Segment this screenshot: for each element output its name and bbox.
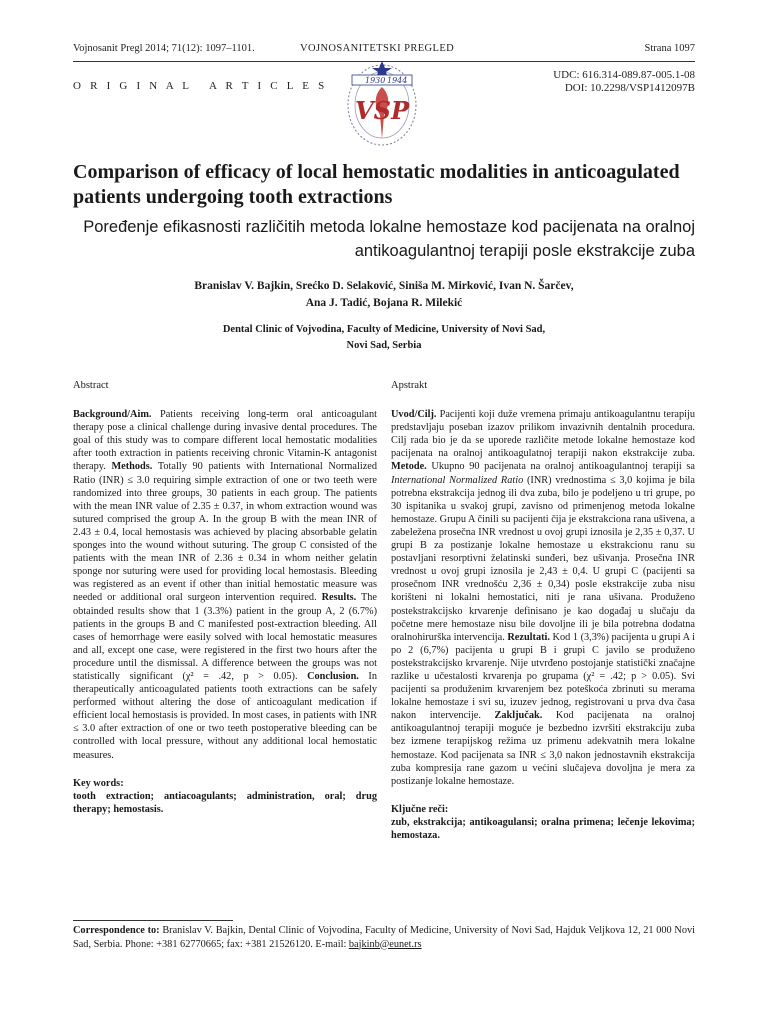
apstrakt-heading: Apstrakt — [391, 380, 428, 391]
logo-year-right: 1944 — [387, 76, 408, 85]
kljucne-reci-title: Ključne reči: — [391, 803, 449, 815]
title-serbian: Poređenje efikasnosti različitih metoda lokalne hemostaze kod pacijenata na oralnoj antikoagulantnoj terapiji posle ekstrakcije zuba — [83, 218, 695, 260]
authors-line-2: Ana J. Tadić, Bojana R. Milekić — [305, 297, 463, 309]
kljucne-reci-list: zub, ekstrakcija; antikoagulansi; oralna primena; lečenje lekovima; hemostaza. — [391, 816, 695, 841]
abstract-heading: Abstract — [73, 380, 109, 391]
footnote-rule — [73, 920, 233, 921]
keywords-list: tooth extraction; antiacoagulants; administration, oral; drug therapy; hemostasis. — [73, 790, 377, 815]
authors — [100, 278, 668, 312]
email-link[interactable]: bajkinb@eunet.rs — [348, 938, 422, 950]
abstract-serbian — [391, 379, 695, 842]
journal-logo — [344, 59, 420, 155]
abstract-body: Background/Aim. Patients receiving long-term oral anticoagulant therapy pose a clinical challenge during invasive dental procedures. The goal of this study was to compare different local hemostatic modalities after tooth extraction in patients receiving chronic Vitamin-K antagonist therapy. Methods. Totally 90 patients with International Normalized Ratio (INR) ≤ 3.0 requiring simple extraction of one or two teeth were randomized into three groups, 30 patients in each group. The patients with the mean INR value of 2.35 ± 0.37, in whom extraction wound was sutured comprised the group A. In the group B with the mean INR of 2.43 ± 0.4, local hemostasis was achieved by placing absorbable gelatin sponges into the wound without suturing. The group C consisted of the patients with the mean INR of 2.36 ± 0.34 in whom neither gelatin sponge nor suturing were used for providing local hemostasis. Bleeding was registered as an event if other than initial hemostatic measure was needed or additional oral surgeon intervention required. Results. The obtainded results show that 1 (3.3%) patient in the group A, 2 (6.7%) patients in the groups B and C manifested post-extraction bleeding. All cases of hemorrhage were easily solved with local hemostatic measures and all, except one case, were registered in the first two hours after the procedure until the dismissal. A difference between the groups was not statistically significant (χ² = .42, p > 0.05). Conclusion. In therapeutically anticoagulated patients tooth extractions can be safely performed without altering the dose of anticoagulant medication if efficient local hemostasis is provided. In most cases, in patients with INR ≤ 3.0 after extraction of one or two teeth postoperative bleeding can be controlled with local pressure, without any additional local hemostatic measures. — [73, 409, 378, 761]
doi: DOI: 10.2298/VSP1412097B — [564, 82, 695, 94]
header-citation: Vojnosanit Pregl 2014; 71(12): 1097–1101. — [73, 43, 255, 54]
affiliation-line-2: Novi Sad, Serbia — [346, 340, 422, 351]
authors-line-1: Branislav V. Bajkin, Srećko D. Selaković, Siniša M. Mirković, Ivan N. Šarčev, — [194, 280, 574, 292]
abstract-english — [73, 379, 377, 816]
keywords-title: Key words: — [73, 777, 124, 789]
logo-letters: VSP — [355, 96, 409, 125]
keywords-english — [73, 777, 377, 816]
section-label: O R I G I N A L A R T I C L E S — [73, 80, 328, 92]
udc-code: UDC: 616.314-089.87-005.1-08 — [553, 69, 695, 81]
header-journal: VOJNOSANITETSKI PREGLED — [300, 43, 455, 54]
apstrakt-body: Uvod/Cilj. Pacijenti koji duže vremena primaju antikoagulantnu terapiju predstavljaju poseban izazov prilikom invazivnih dentalnih procedura. Cilj rada bio je da se uporede različite metode lokalne hemostaze kod pacijenata na oralnoj antikoagulatnoj terapiji nakon ekstrakcije zuba. Metode. Ukupno 90 pacijenata na oralnoj antikoagulantnoj terapiji sa International Normalized Ratio (INR) vrednostima ≤ 3,0 kojima je bila potrebna ekstrakcija jednog ili dva zuba, bilo je podeljeno u tri grupe, po 30 ispitanika u svakoj grupi, zavisno od primenjenog metoda lokalne hemostaze. Grupu A činili su pacijenti čija je ekstrakciona rana ušivena, a zabeležena prosečna INR vrednost u ovoj grupi iznosila je 2,35 ± 0,37. U grupi B za postizanje lokalne hemostaze u ekstrakcionu ranu su postavljani resorptivni želatinski sunđeri, bez ušivanja. Prosečna INR vrednost u ovoj grupi iznosila je 2,43 ± 0,4. U grupi C (pacijenti sa prosečnom INR vrednošću 2,36 ± 0,34) posle ekstrakcije zuba nisu korišteni ni lokalni hemostatici, niti je rana ušivana. Produženo postekstrakcijsko krvarenje definisano je kao događaj u slučaju da početne mere hemostaze nisu bile dovoljne ili je bila potrebna dodatna oralnohirurška intervencija. Rezultati. Kod 1 (3,3%) pacijenta u grupi A i po 2 (6,7%) pacijenta u grupi B i grupi C javilo se produženo postekstrakcijsko krvarenje. Nije utvrđeno postojanje statistički značajne razlike u učestalosti krvarenja po grupama (χ² = .42; p > 0.05). Svi pacijenti sa produženim krvarenjem bez poteškoća zbrinuti su merama lokalne hemostaze i svi su, izuzev jednog, registrovani u prva dva časa nakon intervencije. Zaključak. Kod pacijenata na oralnoj antikoagulantnoj terapiji moguće je bezbedno izvršiti ekstrakciju zuba bez izmene terapijskog režima uz primenu adekvatnih mera lokalne hemostaze. Kod pacijenata sa INR ≤ 3,0 nakon jednostavnih ekstrakcija zuba kompresija rane gazom u većini slučajeva dovoljna je mera za postizanje lokalne hemostaze. — [391, 409, 695, 787]
affiliation — [100, 322, 668, 354]
logo-year-left: 1930 — [365, 76, 386, 85]
title-english: Comparison of efficacy of local hemostatic modalities in anticoagulated patients undergoing tooth extractions — [73, 161, 680, 208]
correspondence: Correspondence to: Branislav V. Bajkin, Dental Clinic of Vojvodina, Faculty of Medicine, University of Novi Sad, Hajduk Veljkova 12, 21 000 Novi Sad, Serbia. Phone: +381 62770665; fax: +381 21526120. E-mail: bajkinb@eunet.rs — [73, 925, 696, 950]
keywords-serbian — [391, 803, 695, 842]
article-ids — [553, 69, 695, 95]
affiliation-line-1: Dental Clinic of Vojvodina, Faculty of Medicine, University of Novi Sad, — [222, 324, 546, 335]
header-page: Strana 1097 — [644, 43, 695, 54]
